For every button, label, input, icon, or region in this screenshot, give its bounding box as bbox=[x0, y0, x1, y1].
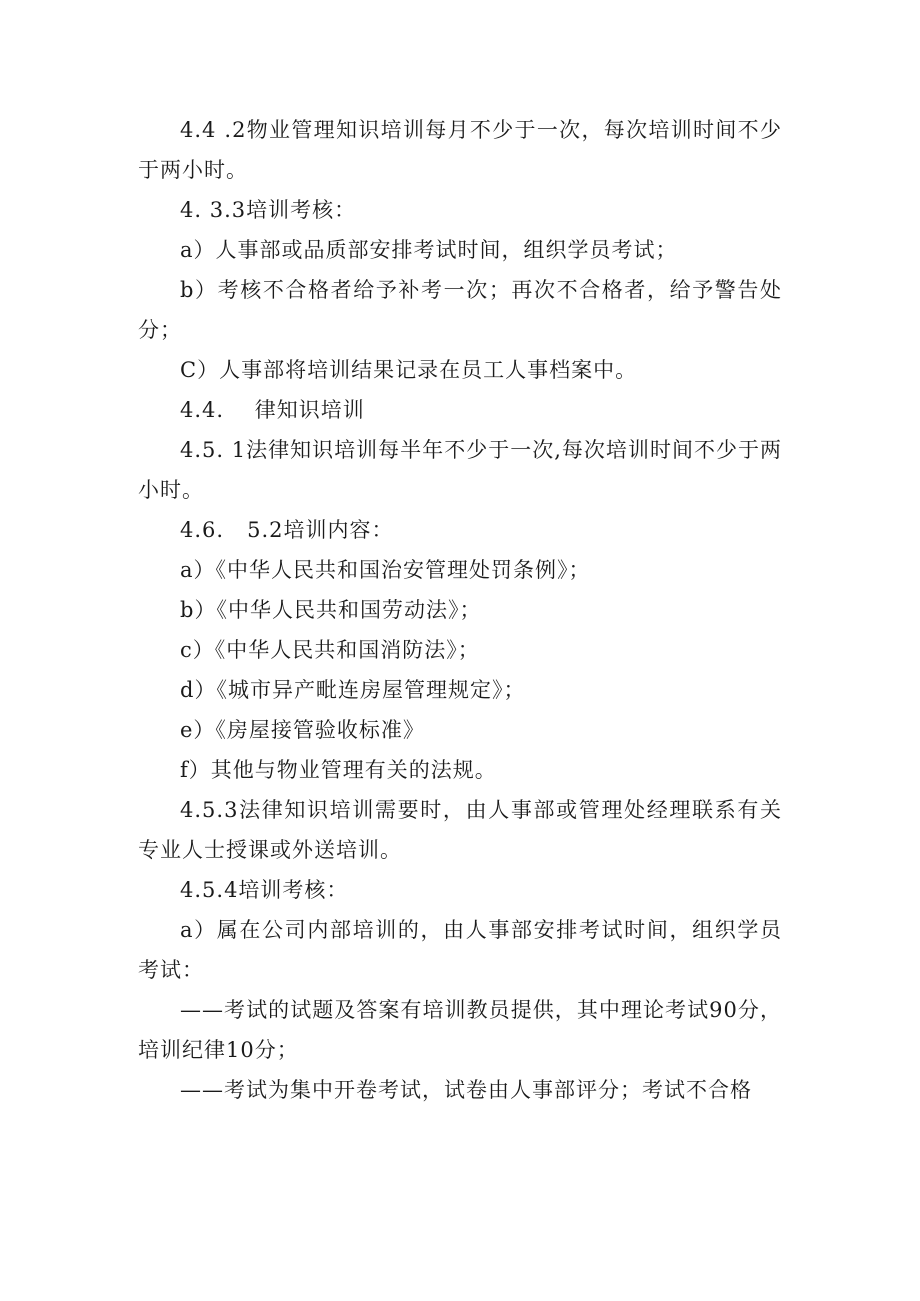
paragraph-dash-1: ——考试的试题及答案有培训教员提供，其中理论考试90分，培训纪律10分； bbox=[138, 998, 782, 1062]
paragraph-training-content-heading: 4.6. 5.2培训内容： bbox=[180, 518, 394, 542]
paragraph-law-c: c）《中华人民共和国消防法》； bbox=[180, 638, 480, 662]
paragraph-item-b: b）考核不合格者给予补考一次；再次不合格者，给予警告处分； bbox=[138, 278, 782, 342]
paragraph-4-5-4-heading: 4.5.4培训考核： bbox=[180, 878, 349, 902]
paragraph-law-f: f）其他与物业管理有关的法规。 bbox=[180, 758, 497, 782]
paragraph-4-4-2: 4.4 .2物业管理知识培训每月不少于一次，每次培训时间不少于两小时。 bbox=[138, 118, 782, 182]
paragraph-dash-2: ——考试为集中开卷考试，试卷由人事部评分；考试不合格 bbox=[180, 1078, 752, 1102]
paragraph-law-a: a）《中华人民共和国治安管理处罚条例》； bbox=[180, 558, 591, 582]
paragraph-law-d: d）《城市异产毗连房屋管理规定》； bbox=[180, 678, 526, 702]
paragraph-4-5-3: 4.5.3法律知识培训需要时，由人事部或管理处经理联系有关专业人士授课或外送培训。 bbox=[138, 798, 782, 862]
paragraph-item-c: C）人事部将培训结果记录在员工人事档案中。 bbox=[180, 358, 638, 382]
paragraph-assessment-a: a）属在公司内部培训的，由人事部安排考试时间，组织学员考试： bbox=[138, 918, 782, 982]
paragraph-4-4-heading: 4.4. 律知识培训 bbox=[180, 398, 365, 422]
paragraph-4-5-1: 4.5. 1法律知识培训每半年不少于一次,每次培训时间不少于两小时。 bbox=[138, 438, 782, 502]
document-body bbox=[138, 110, 782, 1110]
paragraph-law-b: b）《中华人民共和国劳动法》； bbox=[180, 598, 482, 622]
paragraph-law-e: e）《房屋接管验收标准》 bbox=[180, 718, 425, 742]
paragraph-item-a: a）人事部或品质部安排考试时间，组织学员考试； bbox=[180, 238, 678, 262]
paragraph-4-3-3-heading: 4. 3.3培训考核： bbox=[180, 198, 357, 222]
